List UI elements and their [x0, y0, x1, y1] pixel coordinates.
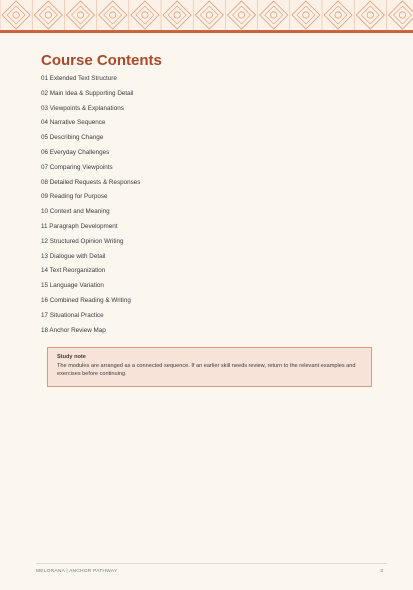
diamond-inner-shape: [72, 6, 90, 24]
contents-item: 11 Paragraph Development: [41, 222, 118, 230]
diamond-inner-shape: [168, 6, 186, 24]
diamond-inner-shape: [361, 6, 379, 24]
contents-item: 08 Detailed Requests & Responses: [41, 178, 141, 186]
page-title: Course Contents: [41, 52, 162, 69]
motif-circle: [206, 12, 212, 18]
contents-item: 05 Describing Change: [41, 134, 104, 142]
diamond-shape: [2, 1, 30, 29]
footer-series: MELORANA | ANCHOR PATHWAY: [36, 569, 118, 574]
motif-circle: [110, 12, 116, 18]
study-note-body: The modules are arranged as a connected sequence. If an earlier skill needs review, return to the relevant examples and exercises before continuing.: [57, 363, 356, 377]
contents-item: 13 Dialogue with Detail: [41, 252, 106, 260]
diamond-inner-shape: [39, 6, 57, 24]
motif-circle: [367, 12, 373, 18]
diamond-inner-shape: [200, 6, 218, 24]
footer-rule: [36, 563, 387, 564]
decorative-header-band: [0, 0, 413, 34]
contents-item: 14 Text Reorganization: [41, 267, 106, 275]
diamond-inner-shape: [297, 6, 315, 24]
diamond-inner-shape: [329, 6, 347, 24]
contents-item: 06 Everyday Challenges: [41, 148, 110, 156]
diamond-inner-shape: [233, 6, 251, 24]
diamond-inner-shape: [104, 6, 122, 24]
contents-item: 03 Viewpoints & Explanations: [41, 104, 124, 112]
contents-item: 09 Reading for Purpose: [41, 193, 108, 201]
contents-item: 04 Narrative Sequence: [41, 119, 106, 127]
diamond-shape: [67, 1, 95, 29]
contents-item: 17 Situational Practice: [41, 311, 104, 319]
contents-item: 07 Comparing Viewpoints: [41, 163, 113, 171]
study-note-title: Study note: [57, 354, 86, 360]
diamond-shape: [292, 1, 320, 29]
diamond-inner-shape: [394, 6, 412, 24]
course-contents-list: [41, 74, 361, 340]
diamond-shape: [324, 1, 352, 29]
diamond-pattern-icon: [0, 0, 413, 30]
contents-item: 12 Structured Opinion Writing: [41, 237, 124, 245]
motif-circle: [335, 12, 341, 18]
motif-circle: [77, 12, 83, 18]
diamond-shape: [356, 1, 384, 29]
contents-item: 10 Context and Meaning: [41, 208, 110, 216]
diamond-shape: [389, 1, 413, 29]
diamond-inner-shape: [7, 6, 25, 24]
contents-item: 02 Main Idea & Supporting Detail: [41, 89, 134, 97]
motif-circle: [45, 12, 51, 18]
diamond-inner-shape: [136, 6, 154, 24]
page-number: 3: [380, 569, 383, 574]
motif-circle: [303, 12, 309, 18]
diamond-shape: [260, 1, 288, 29]
diamond-shape: [99, 1, 127, 29]
motif-circle: [174, 12, 180, 18]
motif-circle: [238, 12, 244, 18]
diamond-inner-shape: [265, 6, 283, 24]
diamond-shape: [228, 1, 256, 29]
motif-circle: [13, 12, 19, 18]
contents-item: 18 Anchor Review Map: [41, 326, 106, 334]
motif-circle: [142, 12, 148, 18]
header-rule: [0, 30, 413, 33]
contents-item: 01 Extended Text Structure: [41, 75, 117, 82]
motif-circle: [399, 12, 405, 18]
diamond-shape: [131, 1, 159, 29]
motif-circle: [271, 12, 277, 18]
contents-item: 15 Language Variation: [41, 282, 104, 290]
diamond-shape: [195, 1, 223, 29]
study-note-box: [47, 347, 372, 387]
diamond-shape: [34, 1, 62, 29]
contents-item: 16 Combined Reading & Writing: [41, 296, 131, 304]
diamond-shape: [163, 1, 191, 29]
